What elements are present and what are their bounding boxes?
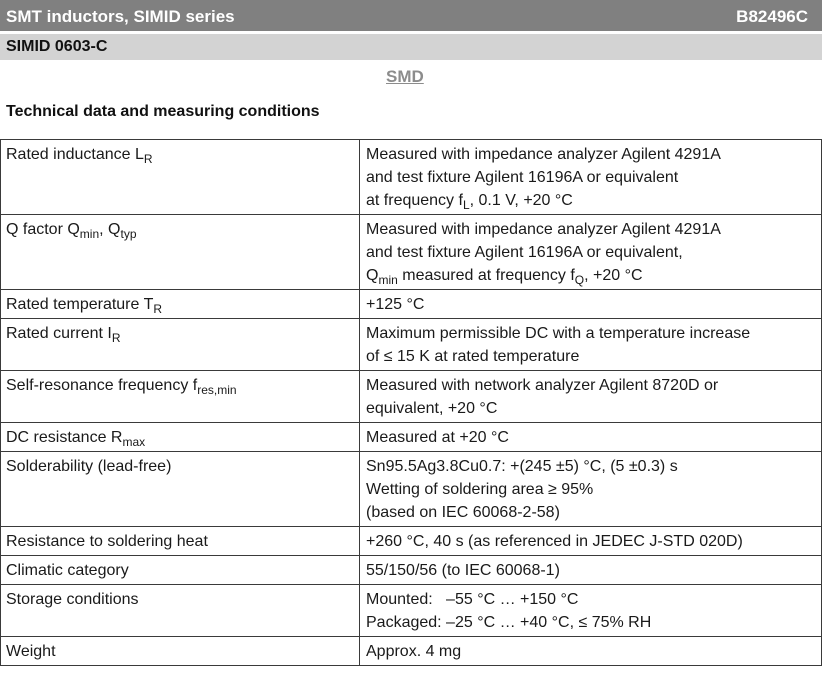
condition-cell: Approx. 4 mg bbox=[360, 637, 822, 666]
table-row bbox=[1, 556, 822, 585]
table-row bbox=[1, 637, 822, 666]
section-heading: Technical data and measuring conditions bbox=[6, 103, 320, 120]
technical-data-table bbox=[0, 139, 822, 666]
condition-cell: Maximum permissible DC with a temperature increase of ≤ 15 K at rated temperature bbox=[360, 319, 822, 371]
parameter-cell: Weight bbox=[1, 637, 360, 666]
parameter-cell: Self-resonance frequency $f_{res,min}$ bbox=[1, 371, 360, 423]
parameter-cell: Rated temperature $T_R$ bbox=[1, 290, 360, 319]
condition-cell: Sn95.5Ag3.8Cu0.7: +(245 ±5) °C, (5 ±0.3) s Wetting of soldering area ≥ 95% (based on IEC 60068-2-58) bbox=[360, 452, 822, 527]
table-row bbox=[1, 371, 822, 423]
parameter-cell: DC resistance $R_{max}$ bbox=[1, 423, 360, 452]
parameter-cell: Rated current $I_R$ bbox=[1, 319, 360, 371]
document-title-bar bbox=[0, 0, 822, 31]
condition-cell: +260 °C, 40 s (as referenced in JEDEC J-STD 020D) bbox=[360, 527, 822, 556]
table-row bbox=[1, 215, 822, 290]
document-title: SMT inductors, SIMID series bbox=[6, 7, 235, 26]
series-subtitle: SIMID 0603-C bbox=[6, 38, 108, 55]
condition-cell: +125 °C bbox=[360, 290, 822, 319]
table-row bbox=[1, 452, 822, 527]
condition-cell: Measured at +20 °C bbox=[360, 423, 822, 452]
parameter-cell: Rated inductance $L_R$ bbox=[1, 140, 360, 215]
table-row bbox=[1, 585, 822, 637]
table-row bbox=[1, 319, 822, 371]
parameter-cell: Resistance to soldering heat bbox=[1, 527, 360, 556]
smd-label: SMD bbox=[386, 67, 424, 86]
parameter-cell: Storage conditions bbox=[1, 585, 360, 637]
parameter-cell: Solderability (lead-free) bbox=[1, 452, 360, 527]
condition-cell: Measured with impedance analyzer Agilent 4291A and test fixture Agilent 16196A or equivalent, $Q_{min}$ measured at frequency $f_Q$, +20 °C bbox=[360, 215, 822, 290]
table-row bbox=[1, 527, 822, 556]
condition-cell: Measured with network analyzer Agilent 8720D or equivalent, +20 °C bbox=[360, 371, 822, 423]
part-number: B82496C bbox=[736, 7, 808, 26]
parameter-cell: Climatic category bbox=[1, 556, 360, 585]
table-row bbox=[1, 140, 822, 215]
table-row bbox=[1, 423, 822, 452]
parameter-cell: Q factor $Q_{min}$, $Q_{typ}$ bbox=[1, 215, 360, 290]
condition-cell: Measured with impedance analyzer Agilent 4291A and test fixture Agilent 16196A or equivalent at frequency $f_L$, 0.1 V, +20 °C bbox=[360, 140, 822, 215]
table-row bbox=[1, 290, 822, 319]
condition-cell: Mounted: –55 °C … +150 °C Packaged: –25 °C … +40 °C, ≤ 75% RH bbox=[360, 585, 822, 637]
condition-cell: 55/150/56 (to IEC 60068-1) bbox=[360, 556, 822, 585]
series-subtitle-bar bbox=[0, 34, 822, 60]
